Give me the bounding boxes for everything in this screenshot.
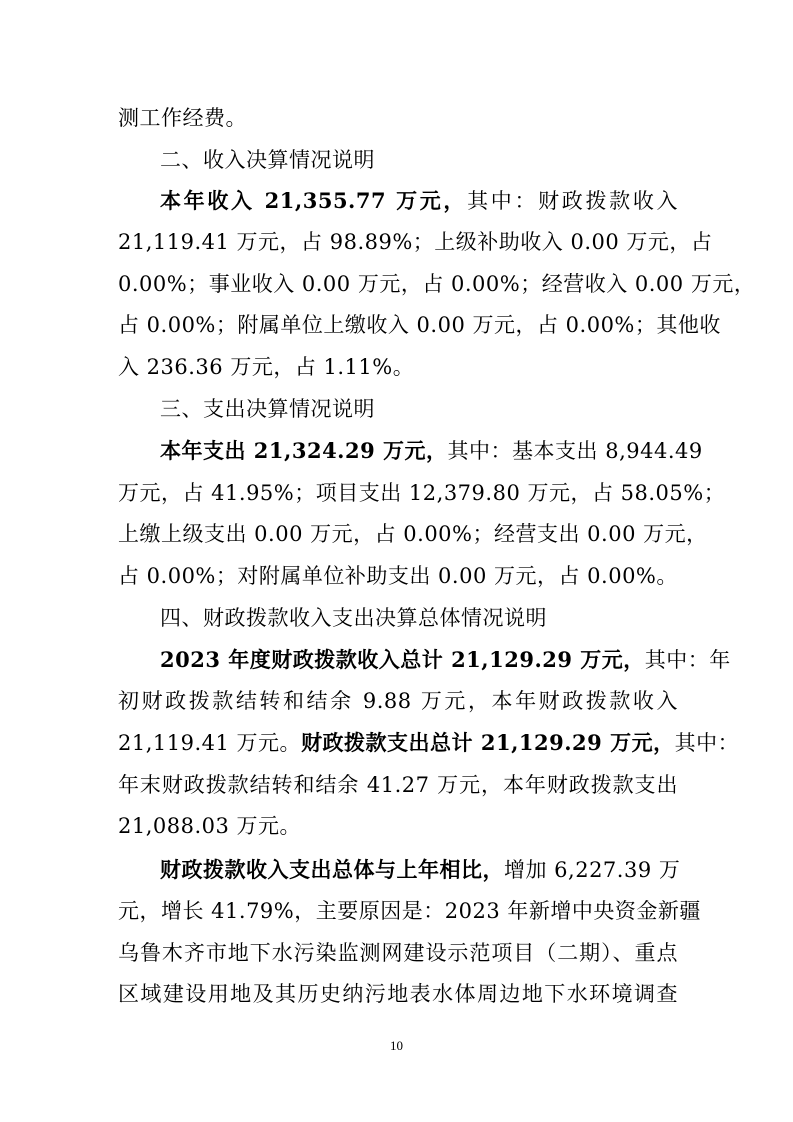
line-text: 其中：财政拨款收入: [467, 189, 679, 213]
line-text: 21,088.03 万元。: [118, 814, 302, 838]
section-heading-income: [160, 140, 678, 180]
bold-text: 财政拨款支出总计 21,129.29 万元，: [301, 730, 675, 755]
line-text: 年末财政拨款结转和结余 41.27 万元，本年财政拨款支出: [118, 773, 678, 797]
line-text: 占 0.00%；附属单位上缴收入 0.00 万元，占 0.00%；其他收: [118, 313, 721, 337]
bold-text: 财政拨款收入支出总体与上年相比，: [160, 857, 504, 882]
line-text: 区域建设用地及其历史纳污地表水体周边地下水环境调查: [118, 982, 678, 1006]
text-line: [118, 723, 740, 763]
line-text: 入 236.36 万元，占 1.11%。: [118, 355, 415, 379]
line-text: 占 0.00%；对附属单位补助支出 0.00 万元，占 0.00%。: [118, 564, 678, 588]
line-text: 万元，占 41.95%；项目支出 12,379.80 万元，占 58.05%；: [118, 481, 726, 505]
text-line: [118, 933, 678, 973]
text-line: [160, 850, 681, 890]
text-line: [118, 806, 678, 846]
line-text: 初财政拨款结转和结余 9.88 万元，本年财政拨款收入: [118, 689, 678, 713]
text-line: [118, 765, 678, 805]
text-line: [118, 891, 701, 931]
heading-text: 二、收入决算情况说明: [160, 148, 375, 172]
heading-text: 三、支出决算情况说明: [160, 397, 375, 421]
bold-text: 2023 年度财政拨款收入总计 21,129.29 万元，: [160, 647, 645, 672]
text-line: [160, 431, 703, 471]
line-text: 其中：基本支出 8,944.49: [447, 439, 703, 463]
line-text: 21,119.41 万元，占 98.89%；上级补助收入 0.00 万元，占: [118, 230, 713, 254]
line-text: 其中：: [674, 731, 740, 755]
bold-text: 本年支出 21,324.29 万元，: [160, 438, 448, 463]
text-line: [118, 264, 756, 304]
text-line: [118, 98, 678, 138]
section-heading-fiscal: [160, 598, 678, 638]
text-line: [118, 305, 721, 345]
text-line: [118, 514, 708, 554]
line-text: 0.00%；事业收入 0.00 万元，占 0.00%；经营收入 0.00 万元，: [118, 272, 756, 296]
heading-text: 四、财政拨款收入支出决算总体情况说明: [160, 606, 547, 630]
page-number: 10: [390, 1038, 403, 1053]
text-line: [118, 681, 678, 721]
text-line: [118, 974, 678, 1014]
line-text: 增加 6,227.39 万: [504, 858, 681, 882]
text-line: [160, 640, 731, 680]
text-line: [118, 473, 726, 513]
section-heading-expenditure: [160, 389, 678, 429]
line-text: 乌鲁木齐市地下水污染监测网建设示范项目（二期）、重点: [118, 941, 678, 965]
line-text: 测工作经费。: [118, 106, 247, 130]
line-text: 上缴上级支出 0.00 万元，占 0.00%；经营支出 0.00 万元，: [118, 522, 708, 546]
line-text: 21,119.41 万元。: [118, 731, 302, 755]
line-text: 元，增长 41.79%，主要原因是：2023 年新增中央资金新疆: [118, 899, 701, 923]
bold-text: 本年收入 21,355.77 万元，: [160, 188, 468, 213]
text-line: [118, 347, 678, 387]
line-text: 其中：年: [644, 648, 731, 672]
text-line: [160, 181, 678, 221]
text-line: [118, 222, 713, 262]
text-line: [118, 556, 678, 596]
